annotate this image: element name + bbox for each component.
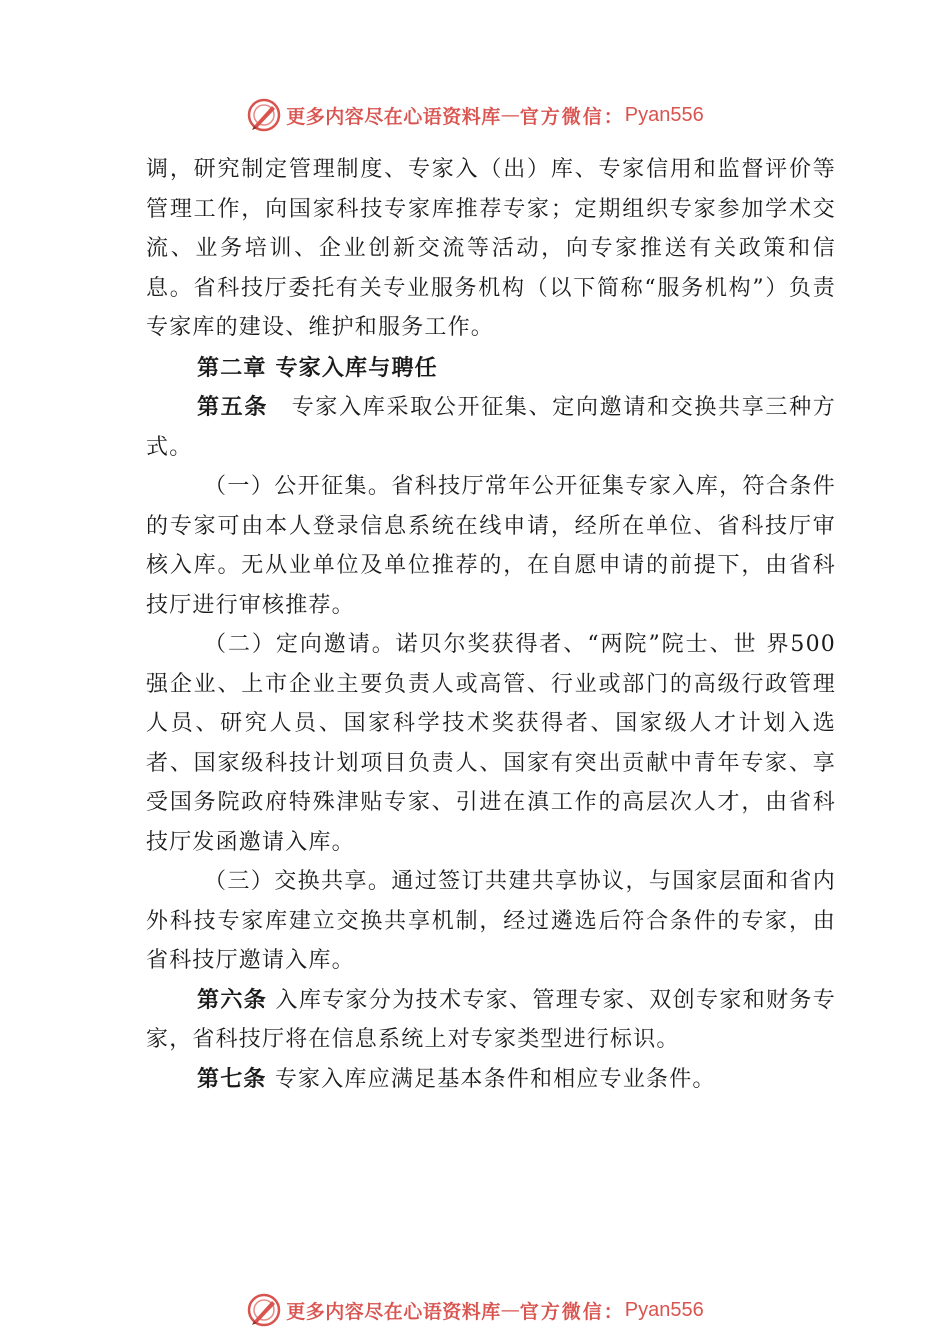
article-5-label: 第五条 xyxy=(197,394,269,420)
article-5-item-1: （一）公开征集。省科技厅常年公开征集专家入库，符合条件的专家可由本人登录信息系统在线申请，经所在单位、省科技厅审核入库。无从业单位及单位推荐的，在自愿申请的前提下，由省科技厅进行审核推荐。 xyxy=(146,474,836,618)
banner-text: 更多内容尽在心语资料库 xyxy=(286,1300,501,1323)
article-5-item-3: （三）交换共享。通过签订共建共享协议，与国家层面和省内外科技专家库建立交换共享机制，经过遴选后符合条件的专家，由省科技厅邀请入库。 xyxy=(146,869,836,973)
banner-dash: — xyxy=(500,104,520,126)
banner-dash: — xyxy=(500,1299,520,1321)
article-5-item-2: （二）定向邀请。诺贝尔奖获得者、“两院”院士、世 界500强企业、上市企业主要负责人或高管、行业或部门的高级行政管理人员、研究人员、国家科学技术奖获得者、国家级人才计划入选者、国家级科技计划项目负责人、国家有突出贡献中青年专家、享受国务院政府特殊津贴专家、引进在滇工作的高层次人才，由省科技厅发函邀请入库。 xyxy=(146,632,836,855)
article-6 xyxy=(146,981,836,1060)
article-6-text: 入库专家分为技术专家、管理专家、双创专家和财务专家，省科技厅将在信息系统上对专家类型进行标识。 xyxy=(146,987,836,1052)
article-5 xyxy=(146,388,836,467)
document-body xyxy=(146,150,836,1099)
pen-logo-icon xyxy=(246,1292,282,1328)
banner-wechat-id: Pyan556 xyxy=(624,1298,704,1321)
banner-label: 官方微信： xyxy=(519,1300,625,1323)
header-banner xyxy=(0,95,950,135)
article-7 xyxy=(146,1060,836,1100)
banner-label: 官方微信： xyxy=(519,105,625,128)
footer-banner xyxy=(0,1290,950,1330)
banner-text: 更多内容尽在心语资料库 xyxy=(286,105,501,128)
article-5-text: 专家入库采取公开征集、定向邀请和交换共享三种方式。 xyxy=(146,395,836,460)
chapter-title: 第二章 专家入库与聘任 xyxy=(197,355,438,381)
pen-logo-icon xyxy=(246,97,282,133)
article-7-text: 专家入库应满足基本条件和相应专业条件。 xyxy=(274,1066,716,1092)
paragraph-continued: 调，研究制定管理制度、专家入（出）库、专家信用和监督评价等管理工作，向国家科技专家库推荐专家；定期组织专家参加学术交流、业务培训、企业创新交流等活动，向专家推送有关政策和信息。省科技厅委托有关专业服务机构（以下简称“服务机构”）负责专家库的建设、维护和服务工作。 xyxy=(146,157,836,340)
banner-wechat-id: Pyan556 xyxy=(624,103,704,126)
article-7-label: 第七条 xyxy=(197,1065,267,1092)
article-6-label: 第六条 xyxy=(197,986,268,1013)
